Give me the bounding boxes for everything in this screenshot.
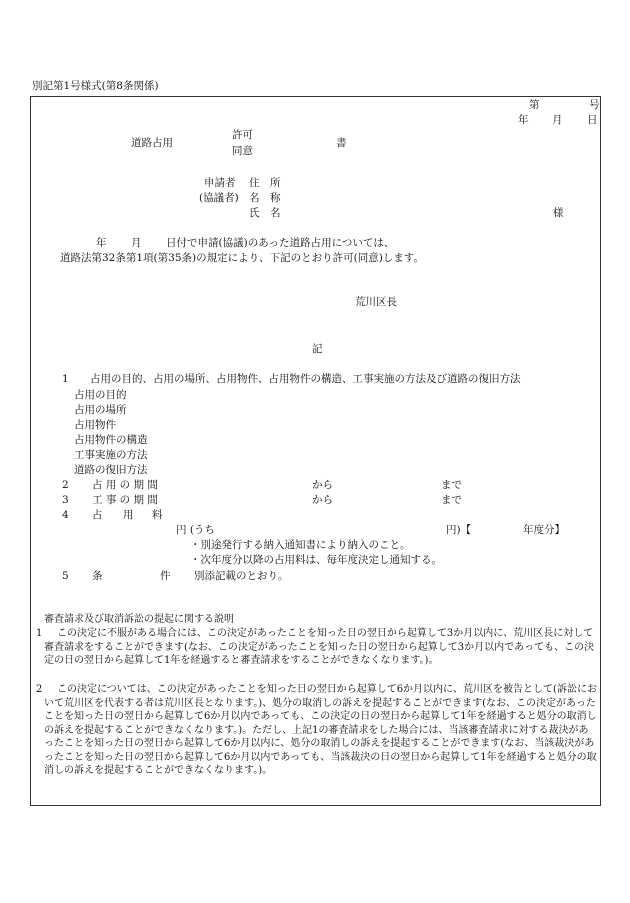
item5-number: 5 <box>62 570 69 582</box>
number-prefix: 第 <box>529 99 540 111</box>
item3-until: まで <box>441 494 462 506</box>
item5-label-a: 条 <box>92 570 103 582</box>
appeal-heading: 審査請求及び取消訴訟の提起に関する説明 <box>44 614 234 625</box>
item3-number: 3 <box>62 494 69 506</box>
title-option-permit: 許可 <box>232 129 253 141</box>
fee-note-1: ・別途発行する納入通知書により納入のこと。 <box>190 539 411 551</box>
intro-line1: 日付で申請(協議)のあった道路占用については、 <box>166 237 395 249</box>
role-applicant: 申請者 <box>204 177 236 189</box>
name-label: 名 称 <box>249 192 281 204</box>
sub-item: 占用物件の構造 <box>74 434 148 446</box>
number-suffix: 号 <box>589 99 600 111</box>
appeal-note-1-number: 1 <box>36 628 43 639</box>
item2-label: 占 用 の 期 間 <box>92 479 158 491</box>
ki-heading: 記 <box>312 343 323 355</box>
item3-from: から <box>312 494 333 506</box>
date-year: 年 <box>518 114 529 126</box>
title-suffix: 書 <box>336 137 347 149</box>
item2-number: 2 <box>62 479 69 491</box>
honorific: 様 <box>553 207 564 219</box>
form-label: 別記第1号様式(第8条関係) <box>32 80 159 92</box>
date-day: 日 <box>587 114 598 126</box>
role-consultant: (協議者) <box>199 192 239 204</box>
item5-value: 別添記載のとおり。 <box>194 570 289 582</box>
sub-item: 占用の目的 <box>74 389 127 401</box>
sub-item: 占用物件 <box>74 419 116 431</box>
fee-yen-close: 円)【 <box>446 524 472 536</box>
item4-number: 4 <box>62 509 69 521</box>
fee-note-2: ・次年度分以降の占用料は、毎年度決定し通知する。 <box>190 554 442 566</box>
item4-label-c: 料 <box>152 509 163 521</box>
person-label: 氏 名 <box>249 207 281 219</box>
appeal-note-1: この決定に不服がある場合には、この決定があったことを知った日の翌日から起算して3か月以内に、荒川区長に対して審査請求をすることができます(なお、この決定があったことを知った日の翌日から起算して3か月以内であっても、この決定の日の翌日から起算して1年を経過すると審査請求をすることができなくなります。)。 <box>44 628 595 666</box>
issuer: 荒川区長 <box>355 296 397 308</box>
appeal-note-2: この決定については、この決定があったことを知った日の翌日から起算して6か月以内に、荒川区を被告として(訴訟において荒川区を代表する者は荒川区長となります。)、処分の取消しの訴えを提起することができます(なお、この決定があったことを知った日の翌日から起算して6か月以内であっても、この決定の日の翌日から起算して1年を経過すると処分の取消しの訴えを提起することができなくなります。)。ただし、上記1の審査請求をした場合には、当該審査請求に対する裁決があったことを知った日の翌日から起算して6か月以内に、処分の取消しの訴えを提起することができます(なお、当該裁決があったことを知った日の翌日から起算して6か月以内であっても、当該裁決の日の翌日から起算して1年を経過すると処分の取消しの訴えを提起することができなくなります。)。 <box>44 684 597 776</box>
item1-number: 1 <box>62 373 69 385</box>
title-prefix: 道路占用 <box>131 137 173 149</box>
item4-label-a: 占 <box>92 509 103 521</box>
sub-item: 工事実施の方法 <box>74 449 148 461</box>
title-option-consent: 同意 <box>232 145 253 157</box>
item1-heading: 占用の目的、占用の場所、占用物件、占用物件の構造、工事実施の方法及び道路の復旧方法 <box>90 373 521 385</box>
item3-label: 工 事 の 期 間 <box>92 494 158 506</box>
intro-month: 月 <box>131 237 142 249</box>
item4-label-b: 用 <box>123 509 134 521</box>
fee-yen-uchi: 円 (うち <box>176 524 215 536</box>
item5-label-b: 件 <box>160 570 171 582</box>
appeal-note-2-number: 2 <box>36 684 43 695</box>
sub-item: 道路の復旧方法 <box>74 464 148 476</box>
fee-fiscal-year: 年度分】 <box>523 524 565 536</box>
intro-year: 年 <box>96 237 107 249</box>
date-month: 月 <box>552 114 563 126</box>
address-label: 住 所 <box>249 177 281 189</box>
intro-line2: 道路法第32条第1項(第35条)の規定により、下記のとおり許可(同意)します。 <box>60 252 424 264</box>
item2-until: まで <box>441 479 462 491</box>
sub-item: 占用の場所 <box>74 404 127 416</box>
item2-from: から <box>312 479 333 491</box>
